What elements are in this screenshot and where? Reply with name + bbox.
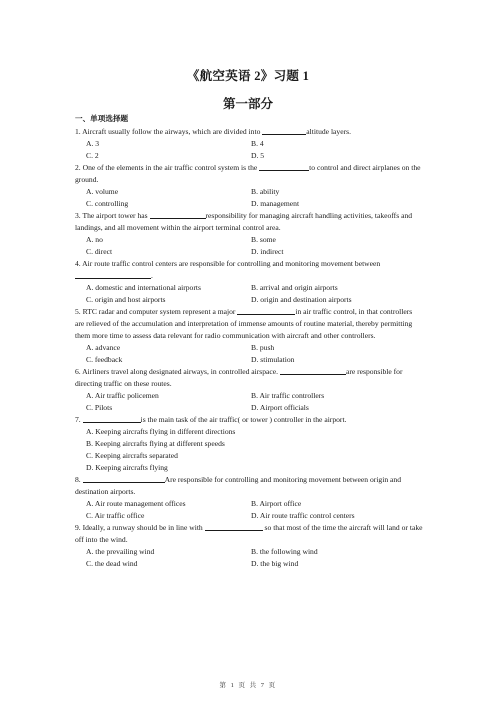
option-d: D. origin and destination airports [251, 295, 352, 304]
question-text: 6. Airliners travel along designated airways, in controlled airspace. [75, 367, 280, 376]
option-d: D. Keeping aircrafts flying [86, 463, 168, 472]
options-6 [75, 390, 423, 414]
question-text-end: to control and direct airplanes on the ground. [75, 163, 421, 184]
option-c: C. 2 [86, 151, 99, 160]
option-a: A. volume [86, 187, 119, 196]
question-5 [75, 306, 423, 342]
answer-blank [280, 366, 346, 375]
option-d: D. Airport officials [251, 403, 309, 412]
option-b: B. Air traffic controllers [251, 391, 325, 400]
document-title: 《航空英语 2》习题 1 [186, 69, 310, 83]
question-text: 8. [75, 475, 83, 484]
option-c: C. feedback [86, 355, 123, 364]
answer-blank [237, 306, 295, 315]
option-a: A. advance [86, 343, 121, 352]
question-3 [75, 210, 423, 234]
option-c: C. Keeping aircrafts separated [86, 451, 178, 460]
page-footer: 第 1 页 共 7 页 [219, 682, 277, 689]
option-a: A. Air traffic policemen [86, 391, 159, 400]
question-text: 7. [75, 415, 83, 424]
question-text-end: is the main task of the air traffic( or tower ) controller in the airport. [140, 415, 347, 424]
option-a: A. Air route management offices [86, 499, 186, 508]
question-7 [75, 414, 423, 426]
options-4 [75, 282, 423, 306]
options-7 [75, 426, 423, 474]
answer-blank [205, 522, 263, 531]
question-text-end: responsibility for managing aircraft handling activities, takeoffs and landings, and all movement within the airport terminal control area. [75, 211, 413, 232]
question-text-end: in air traffic control, in that controllers are relieved of the accumulation and interpretation of immense amounts of routine material, thereby permitting them more time to assess data relevant for radio communication with aircraft and other controllers. [75, 307, 413, 340]
option-d: D. Air route traffic control centers [251, 511, 355, 520]
option-c: C. controlling [86, 199, 129, 208]
option-c: C. direct [86, 247, 113, 256]
option-a: A. Keeping aircrafts flying in different directions [86, 427, 236, 436]
question-text: 4. Air route traffic control centers are responsible for controlling and monitoring movement between [75, 259, 381, 268]
options-9 [75, 546, 423, 570]
section-heading: 一、单项选择题 [75, 114, 129, 123]
option-b: B. push [251, 343, 275, 352]
answer-blank [259, 162, 309, 171]
question-6 [75, 366, 423, 390]
question-text: 2. One of the elements in the air traffic control system is the [75, 163, 260, 172]
question-text-end: are responsible for directing traffic on these routes. [75, 367, 403, 388]
option-b: B. ability [251, 187, 280, 196]
option-a: A. domestic and international airports [86, 283, 201, 292]
option-c: C. Air traffic office [86, 511, 145, 520]
answer-blank [75, 270, 151, 279]
question-text: 9. Ideally, a runway should be in line with [75, 523, 205, 532]
question-2 [75, 162, 423, 186]
option-b: B. Keeping aircrafts flying at different speeds [86, 439, 225, 448]
option-d: D. management [251, 199, 300, 208]
option-a: A. 3 [86, 139, 100, 148]
answer-blank [83, 474, 165, 483]
question-9 [75, 522, 423, 546]
option-d: D. indirect [251, 247, 284, 256]
option-d: D. the big wind [251, 559, 299, 568]
question-text-end: so that most of the time the aircraft will land or take off into the wind. [75, 523, 423, 544]
answer-blank [83, 414, 141, 423]
option-b: B. arrival and origin airports [251, 283, 338, 292]
question-text: 3. The airport tower has [75, 211, 150, 220]
option-b: B. 4 [251, 139, 264, 148]
answer-blank [150, 210, 206, 219]
option-c: C. Pilots [86, 403, 113, 412]
option-a: A. no [86, 235, 103, 244]
question-4 [75, 258, 423, 282]
answer-blank [262, 126, 306, 135]
option-d: D. 5 [251, 151, 265, 160]
options-3 [75, 234, 423, 258]
question-text-end: altitude layers. [306, 127, 351, 136]
question-text: 1. Aircraft usually follow the airways, which are divided into [75, 127, 263, 136]
question-content [75, 113, 423, 570]
options-8 [75, 498, 423, 522]
question-text-end: Are responsible for controlling and monitoring movement between origin and destination airports. [75, 475, 401, 496]
question-1 [75, 126, 423, 138]
option-b: B. Airport office [251, 499, 302, 508]
option-b: B. some [251, 235, 276, 244]
option-c: C. the dead wind [86, 559, 138, 568]
options-5 [75, 342, 423, 366]
part-heading: 第一部分 [222, 97, 273, 111]
option-b: B. the following wind [251, 547, 318, 556]
option-a: A. the prevailing wind [86, 547, 155, 556]
question-8 [75, 474, 423, 498]
options-2 [75, 186, 423, 210]
options-1 [75, 138, 423, 162]
option-d: D. stimulation [251, 355, 295, 364]
question-text-end: . [151, 271, 153, 280]
question-text: 5. RTC radar and computer system represent a major [75, 307, 238, 316]
option-c: C. origin and host airports [86, 295, 166, 304]
